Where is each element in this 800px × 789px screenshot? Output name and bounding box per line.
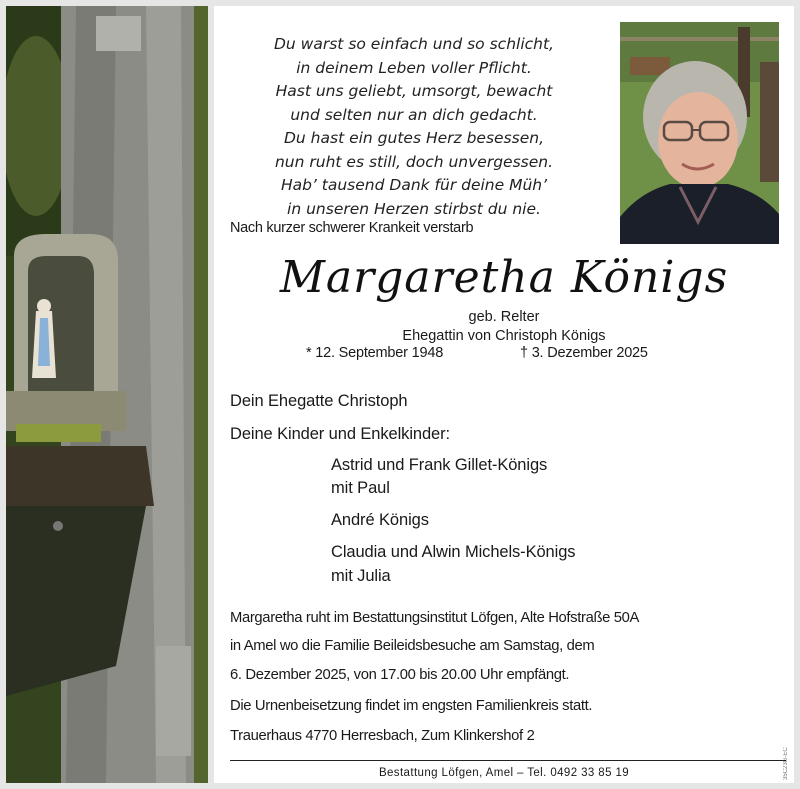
- intro-text: Nach kurzer schwerer Krankeit verstarb: [230, 220, 474, 236]
- notice-line: Die Urnenbeisetzung findet im engsten Familienkreis statt.: [230, 698, 593, 714]
- poem-line: Hast uns geliebt, umsorgt, bewacht: [275, 82, 553, 100]
- death-date: † 3. Dezember 2025: [520, 345, 648, 361]
- grandchild: mit Julia: [331, 567, 391, 585]
- life-dates: [306, 345, 648, 361]
- spouse-of: Ehegattin von Christoph Königs: [402, 328, 606, 344]
- poem-line: in deinem Leben voller Pflicht.: [296, 58, 532, 77]
- funeral-home-footer: Bestattung Löfgen, Amel – Tel. 0492 33 85 19: [378, 767, 630, 779]
- birth-name: geb. Relter: [468, 309, 540, 325]
- poem-line: Du hast ein gutes Herz besessen,: [283, 129, 544, 147]
- obituary-card: [214, 6, 794, 783]
- notice-line: in Amel wo die Familie Beileidsbesuche am Samstag, dem: [230, 638, 595, 654]
- poem-line: nun ruht es still, doch unvergessen.: [274, 152, 554, 171]
- poem-line: und selten nur an dich gedacht.: [290, 105, 538, 124]
- print-code: 35C23G-EC: [783, 747, 789, 780]
- divider: [230, 760, 786, 761]
- poem-line: in unseren Herzen stirbst du nie.: [287, 199, 541, 218]
- grandchild: mit Paul: [331, 479, 390, 497]
- children-heading: Deine Kinder und Enkelkinder:: [230, 425, 450, 443]
- shrine-tree-photo: [6, 6, 208, 783]
- poem-line: Hab’ tausend Dank für deine Müh’: [280, 176, 548, 194]
- notice-line: Trauerhaus 4770 Herresbach, Zum Klinkershof 2: [230, 728, 535, 744]
- poem-line: Du warst so einfach und so schlicht,: [274, 35, 554, 53]
- deceased-name: Margaretha Königs: [279, 252, 729, 303]
- child-family: Astrid und Frank Gillet-Königs: [331, 456, 548, 474]
- notice-line: 6. Dezember 2025, von 17.00 bis 20.00 Uhr empfängt.: [230, 667, 570, 683]
- poem: [214, 33, 614, 221]
- child-family: Claudia und Alwin Michels-Königs: [331, 543, 576, 561]
- child-family: André Königs: [331, 511, 429, 529]
- portrait-photo: [620, 22, 779, 244]
- spouse-mourner: Dein Ehegatte Christoph: [230, 392, 408, 410]
- notice-line: Margaretha ruht im Bestattungsinstitut Löfgen, Alte Hofstraße 50A: [230, 610, 640, 626]
- birth-date: * 12. September 1948: [306, 345, 444, 361]
